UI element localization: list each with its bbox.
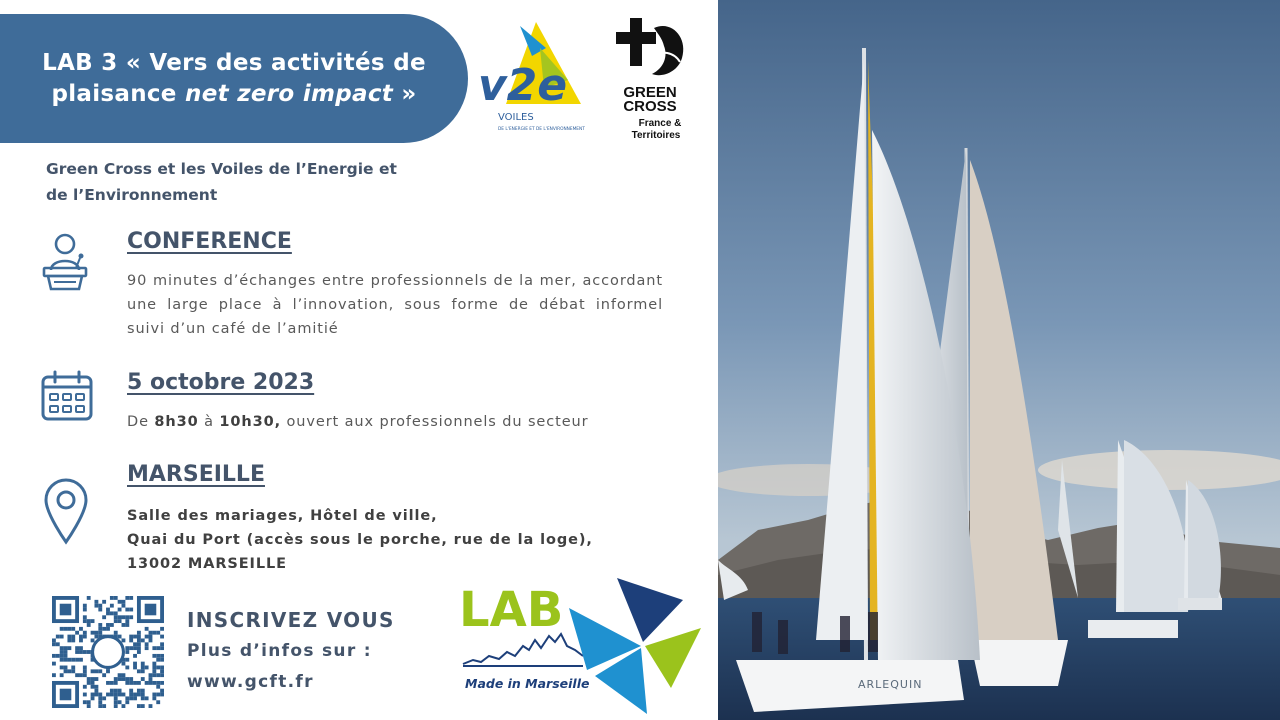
website-link[interactable]: www.gcft.fr (187, 672, 314, 692)
title-prefix: plaisance (51, 80, 186, 107)
speaker-podium-icon (40, 232, 90, 292)
event-title-line2 (42, 79, 426, 110)
svg-text:ARLEQUIN: ARLEQUIN (858, 678, 923, 691)
date-suffix: ouvert aux professionnels du secteur (281, 414, 589, 430)
location-heading: MARSEILLE (127, 462, 265, 487)
address-line3: 13002 MARSEILLE (127, 556, 287, 572)
qr-code-icon[interactable] (52, 596, 164, 708)
address (127, 504, 663, 576)
end-time: 10h30, (219, 414, 282, 430)
lab-made-in-marseille-logo (455, 576, 710, 716)
date-heading: 5 octobre 2023 (127, 370, 315, 395)
title-emphasis: net zero impact (185, 80, 394, 107)
location-pin-icon (42, 478, 90, 546)
svg-text:CROSS: CROSS (623, 98, 677, 115)
registration-cta (187, 605, 395, 698)
more-info-label: Plus d’infos sur : (187, 641, 372, 661)
conference-heading: CONFERENCE (127, 229, 292, 254)
v2e-logo (476, 18, 588, 143)
svg-text:GREEN: GREEN (623, 84, 677, 101)
title-banner (0, 14, 468, 143)
svg-text:France &: France & (638, 118, 682, 129)
title-suffix: » (393, 80, 417, 107)
svg-text:Made in Marseille: Made in Marseille (465, 676, 590, 691)
green-cross-logo (610, 16, 690, 142)
calendar-icon (40, 370, 94, 422)
svg-text:VOILES: VOILES (498, 112, 534, 123)
conference-description: 90 minutes d’échanges entre professionnels de la mer, accordant une large place à l’innovation, sous forme de débat informel suivi d’un café de l’amitié (127, 273, 663, 337)
event-title-line1: LAB 3 « Vers des activités de (42, 49, 426, 76)
date-mid: à (198, 414, 220, 430)
svg-text:v2e: v2e (478, 60, 568, 111)
event-title (42, 48, 426, 110)
sailing-regatta-photo (718, 0, 1280, 720)
date-prefix: De (127, 414, 155, 430)
svg-text:Territoires: Territoires (631, 130, 681, 141)
date-details (127, 410, 663, 434)
svg-text:DE L'ENERGIE ET DE L'ENVIRONNE: DE L'ENERGIE ET DE L'ENVIRONNEMENT (498, 127, 585, 132)
organizers-subtitle: Green Cross et les Voiles de l’Energie et de l’Environnement (46, 160, 397, 204)
address-line1: Salle des mariages, Hôtel de ville, (127, 508, 438, 524)
address-line2: Quai du Port (accès sous le porche, rue de la loge), (127, 532, 593, 548)
start-time: 8h30 (154, 414, 199, 430)
register-label: INSCRIVEZ VOUS (187, 608, 395, 632)
svg-text:LAB: LAB (459, 582, 564, 638)
